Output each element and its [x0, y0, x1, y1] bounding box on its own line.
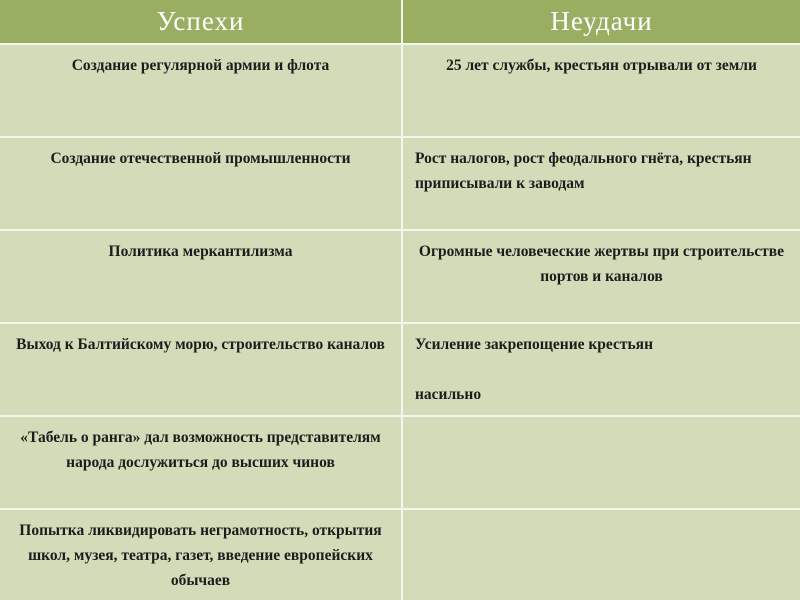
table-row: [0, 44, 800, 137]
cell-text: «Табель о ранга» дал возможность представителям народа дослужиться до высших чинов: [20, 429, 381, 471]
cell-failure: [402, 416, 800, 509]
table-row: [0, 509, 800, 600]
cell-text: Рост налогов, рост феодального гнёта, крестьян приписывали к заводам: [415, 150, 752, 192]
cell-success: [0, 509, 402, 600]
cell-text: Усиление закрепощение крестьян: [415, 336, 654, 353]
table-row: [0, 323, 800, 416]
cell-success: [0, 137, 402, 230]
cell-failure: [402, 44, 800, 137]
header-success: Успехи: [0, 0, 402, 44]
cell-failure: [402, 509, 800, 600]
cell-text: Создание отечественной промышленности: [50, 150, 351, 167]
cell-success: [0, 44, 402, 137]
cell-text: Политика меркантилизма: [108, 243, 293, 260]
table-header-row: [0, 0, 800, 44]
table-row: [0, 137, 800, 230]
cell-text: 25 лет службы, крестьян отрывали от земли: [446, 57, 757, 74]
cell-failure: [402, 137, 800, 230]
table-row: [0, 230, 800, 323]
cell-success: [0, 416, 402, 509]
cell-failure: [402, 230, 800, 323]
cell-text: Выход к Балтийскому морю, строительство каналов: [16, 336, 385, 353]
header-failure: Неудачи: [402, 0, 800, 44]
cell-text: Огромные человеческие жертвы при строительстве портов и каналов: [418, 243, 785, 285]
cell-failure: [402, 323, 800, 416]
cell-text: Создание регулярной армии и флота: [71, 57, 330, 74]
cell-success: [0, 230, 402, 323]
cell-success: [0, 323, 402, 416]
cell-text: Попытка ликвидировать неграмотность, открытия школ, музея, театра, газет, введение европейских обычаев: [19, 522, 382, 589]
table-row: [0, 416, 800, 509]
cell-text-extra: насильно: [415, 386, 482, 403]
